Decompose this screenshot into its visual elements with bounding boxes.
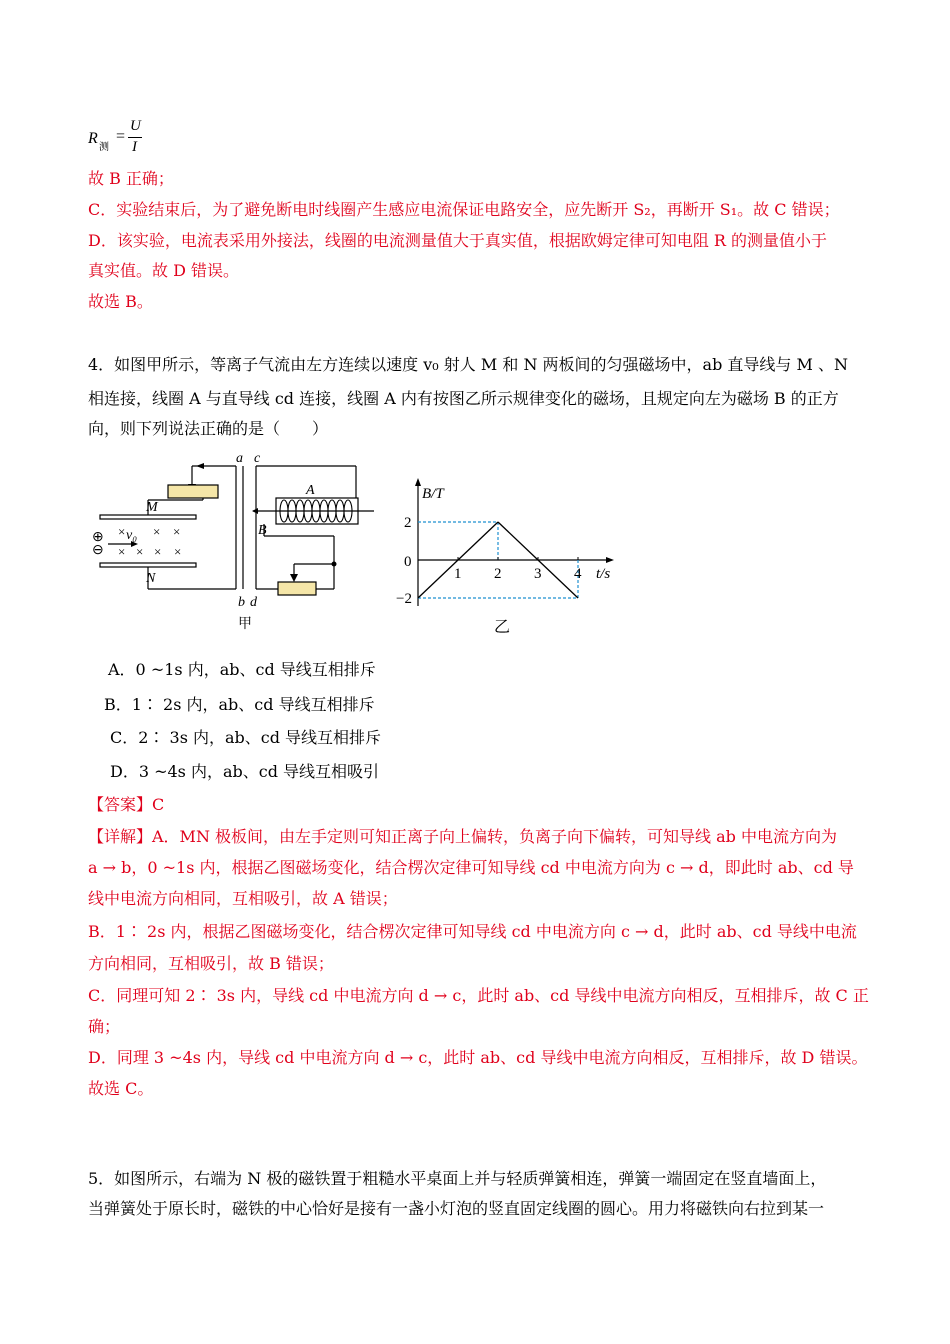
q3-line4: 真实值。故 D 错误。 <box>88 261 240 280</box>
x-tick-label: 3 <box>534 566 542 582</box>
cross-mark: × <box>136 544 144 559</box>
y-tick-label: 2 <box>404 515 412 531</box>
cross-mark: × <box>153 524 161 539</box>
origin-label: 0 <box>404 554 412 570</box>
formula-eq: = <box>116 128 126 145</box>
q3-line2: C．实验结束后，为了避免断电时线圈产生感应电流保证电路安全，应先断开 S₂，再断开 S₁。故 C 错误； <box>88 200 840 219</box>
cross-mark: × <box>173 524 181 539</box>
detail-line: 方向相同，互相吸引，故 B 错误； <box>88 954 334 973</box>
label-B: B <box>258 523 267 538</box>
formula-sub: 测 <box>99 142 109 153</box>
cross-mark: × <box>174 544 182 559</box>
series-segment <box>538 560 578 598</box>
option-d: D．3 ~4s 内，ab、cd 导线互相吸引 <box>110 762 380 781</box>
figure-jia <box>88 448 388 638</box>
series-segment <box>418 560 458 598</box>
label-v0: v₀ <box>126 528 138 543</box>
detail-line: 确； <box>88 1017 121 1036</box>
cross-mark: × <box>118 544 126 559</box>
detail-line: 故选 C。 <box>88 1079 154 1098</box>
option-c: C．2∶ 3s 内，ab、cd 导线互相排斥 <box>110 728 382 747</box>
figure-yi <box>388 476 628 638</box>
caption-jia: 甲 <box>238 617 252 632</box>
option-b: B．1∶ 2s 内，ab、cd 导线互相排斥 <box>104 695 375 714</box>
y-axis-label: B/T <box>422 486 444 502</box>
x-axis-label: t/s <box>596 566 611 582</box>
series-segment <box>458 522 498 560</box>
label-a: a <box>236 451 243 466</box>
cross-mark: × <box>118 524 126 539</box>
formula-num: U <box>130 118 141 134</box>
q3-line1: 故 B 正确； <box>88 169 174 188</box>
minus-ion: ⊖ <box>92 543 104 558</box>
detail-line: B．1∶ 2s 内，根据乙图磁场变化，结合楞次定律可知导线 cd 中电流方向 c → d，此时 ab、cd 导线中电流 <box>88 922 857 941</box>
label-c: c <box>254 451 261 466</box>
cross-mark: × <box>154 544 162 559</box>
q4-line3: 向，则下列说法正确的是（ ） <box>88 419 329 438</box>
detail-line: 线中电流方向相同，互相吸引，故 A 错误； <box>88 889 398 908</box>
x-tick-label: 4 <box>574 566 582 582</box>
x-tick-label: 2 <box>494 566 502 582</box>
q4-line2: 相连接，线圈 A 与直导线 cd 连接，线圈 A 内有按图乙所示规律变化的磁场，且规定向左为磁场 B 的正方 <box>88 389 839 408</box>
label-M: M <box>146 500 158 515</box>
q4-line1: 4．如图甲所示，等离子气流由左方连续以速度 v₀ 射人 M 和 N 两板间的匀强磁场中，ab 直导线与 M 、N <box>88 355 848 374</box>
caption-yi: 乙 <box>494 619 511 636</box>
formula-den: I <box>132 139 137 155</box>
detail-line: a → b，0 ~1s 内，根据乙图磁场变化，结合楞次定律可知导线 cd 中电流方向为 c → d，即此时 ab、cd 导 <box>88 858 854 877</box>
y-tick-label: −2 <box>396 591 412 607</box>
label-b: b <box>238 595 245 610</box>
detail-line: C．同理可知 2∶ 3s 内，导线 cd 中电流方向 d → c，此时 ab、cd 导线中电流方向相反，互相排斥，故 C 正 <box>88 986 869 1005</box>
q3-line5: 故选 B。 <box>88 292 153 311</box>
label-A: A <box>306 483 315 498</box>
detail-line: 【详解】A．MN 极板间，由左手定则可知正离子向上偏转，负离子向下偏转，可知导线 ab 中电流方向为 <box>88 827 837 846</box>
q3-line3: D．该实验，电流表采用外接法，线圈的电流测量值大于真实值，根据欧姆定律可知电阻 R 的测量值小于 <box>88 231 828 250</box>
label-d: d <box>250 595 257 610</box>
formula-lhs: R <box>88 130 98 147</box>
answer: 【答案】C <box>88 795 165 814</box>
q5-line2: 当弹簧处于原长时，磁铁的中心恰好是接有一盏小灯泡的竖直固定线圈的圆心。用力将磁铁向右拉到某一 <box>88 1199 825 1218</box>
plus-ion: ⊕ <box>92 530 104 545</box>
q5-line1: 5．如图所示，右端为 N 极的磁铁置于粗糙水平桌面上并与轻质弹簧相连，弹簧一端固定在竖直墙面上， <box>88 1169 827 1188</box>
detail-line: D．同理 3 ~4s 内，导线 cd 中电流方向 d → c，此时 ab、cd 导线中电流方向相反，互相排斥，故 D 错误。 <box>88 1048 868 1067</box>
option-a: A．0 ~1s 内，ab、cd 导线互相排斥 <box>108 660 376 679</box>
series-segment <box>498 522 538 560</box>
label-N: N <box>146 571 156 586</box>
x-tick-label: 1 <box>454 566 462 582</box>
